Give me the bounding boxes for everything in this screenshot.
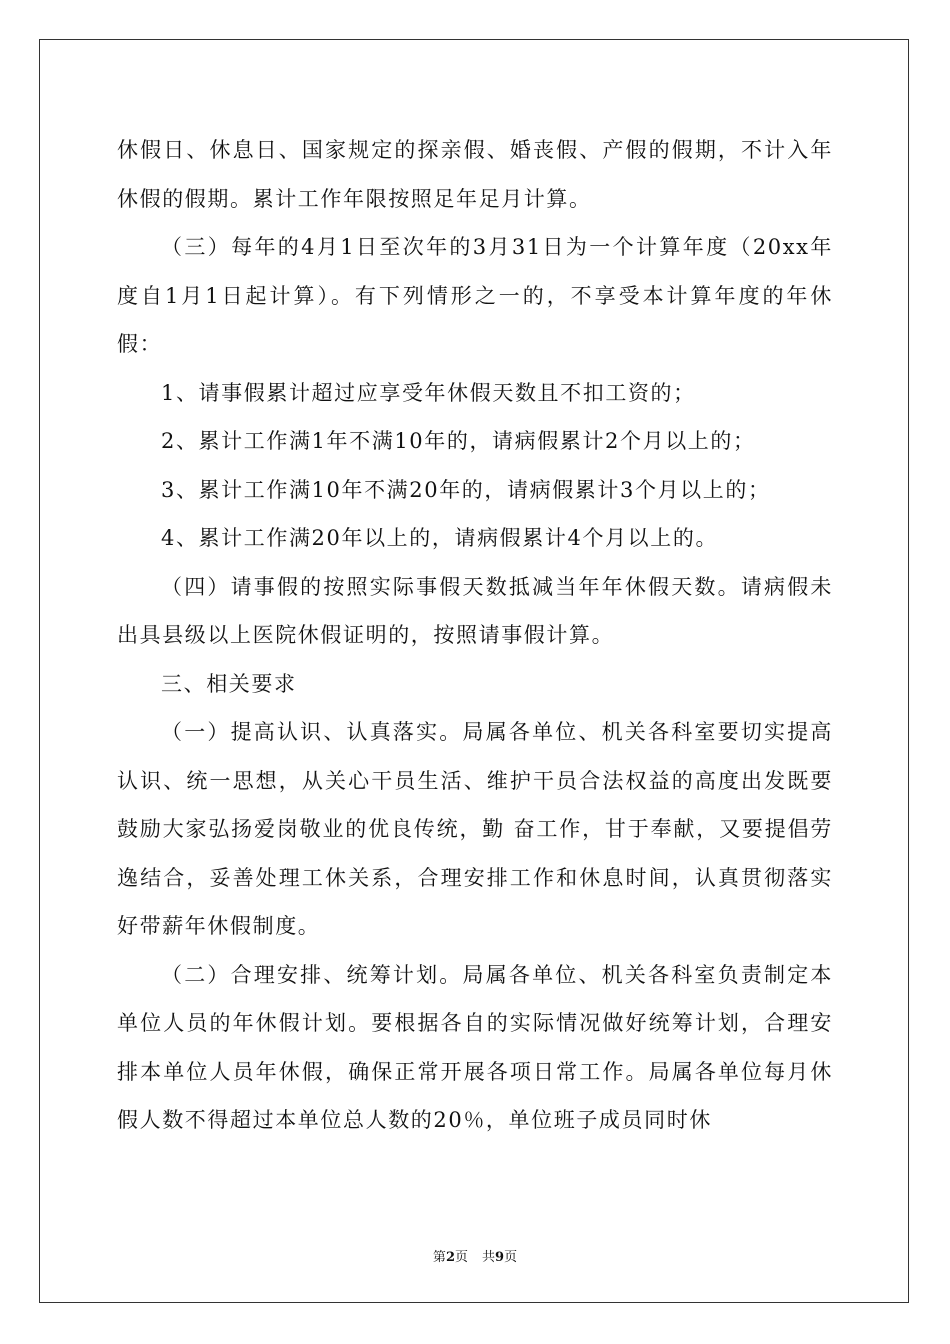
document-body (117, 126, 833, 1145)
paragraph: 2、累计工作满1年不满10年的，请病假累计2个月以上的； (161, 429, 756, 453)
paragraph: 4、累计工作满20年以上的，请病假累计4个月以上的。 (161, 526, 719, 550)
footer-prefix: 第 (432, 1250, 446, 1265)
footer-total-suffix: 页 (504, 1250, 518, 1265)
footer-page-suffix: 页 (454, 1250, 468, 1265)
total-pages-number: 9 (495, 1250, 505, 1265)
paragraph: 休假日、休息日、国家规定的探亲假、婚丧假、产假的假期，不计入年休假的假期。累计工作年限按照足年足月计算。 (117, 138, 833, 211)
paragraph: （三）每年的4月1日至次年的3月31日为一个计算年度（20xx年度自1月1日起计算）。有下列情形之一的，不享受本计算年度的年休假： (117, 235, 833, 356)
current-page-number: 2 (445, 1250, 455, 1265)
paragraph: （一）提高认识、认真落实。局属各单位、机关各科室要切实提高认识、统一思想，从关心干员生活、维护干员合法权益的高度出发既要鼓励大家弘扬爱岗敬业的优良传统，勤 奋工作，甘于奉献，又要提倡劳逸结合，妥善处理工休关系，合理安排工作和休息时间，认真贯彻落实好带薪年休假制度。 (117, 720, 833, 938)
paragraph: 1、请事假累计超过应享受年休假天数且不扣工资的； (161, 380, 696, 405)
paragraph: （四）请事假的按照实际事假天数抵减当年年休假天数。请病假未出具县级以上医院休假证明的，按照请事假计算。 (117, 574, 833, 647)
footer-total-prefix: 共 (482, 1250, 496, 1265)
paragraph: （二）合理安排、统筹计划。局属各单位、机关各科室负责制定本单位人员的年休假计划。要根据各自的实际情况做好统筹计划，合理安排本单位人员年休假，确保正常开展各项日常工作。局属各单位每月休假人数不得超过本单位总人数的20％，单位班子成员同时休 (117, 962, 833, 1132)
paragraph: 3、累计工作满10年不满20年的，请病假累计3个月以上的； (161, 477, 771, 502)
paragraph: 三、相关要求 (161, 671, 297, 696)
page-footer (0, 1246, 950, 1265)
